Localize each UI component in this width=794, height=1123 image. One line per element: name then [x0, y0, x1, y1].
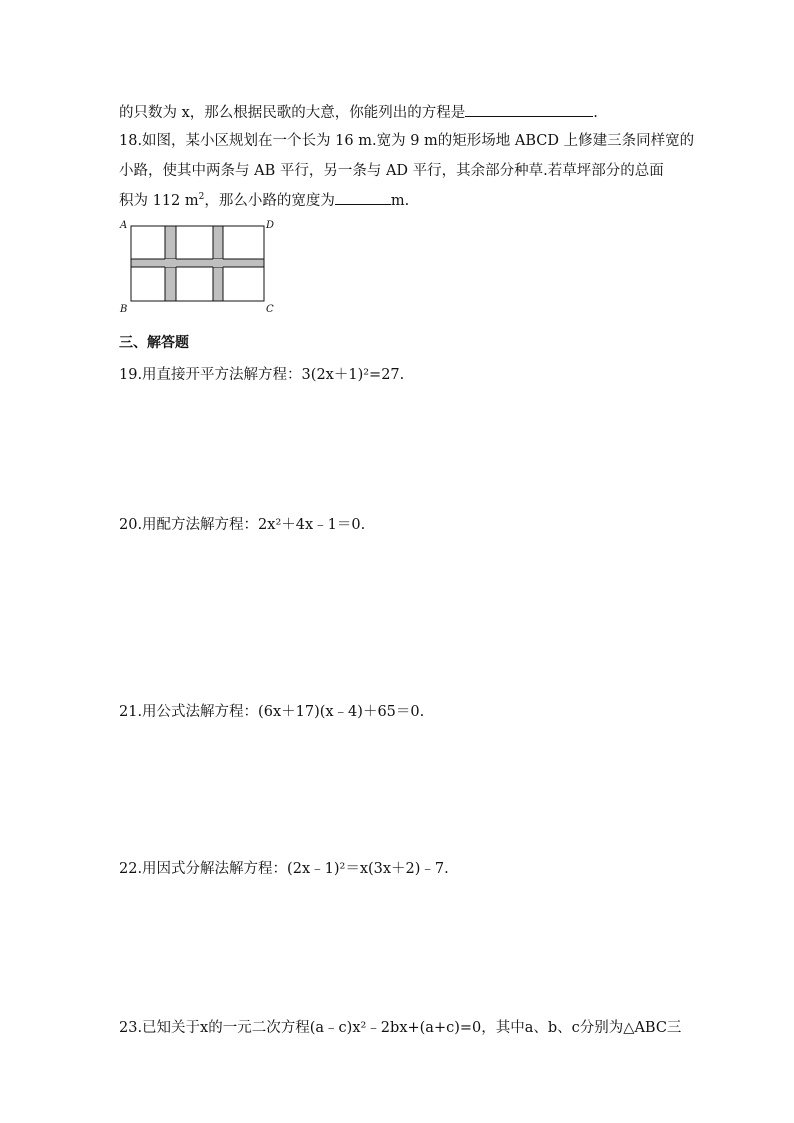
- q18-line-3-end: m.: [390, 193, 410, 209]
- q21: 21.用公式法解方程：(6x＋17)(x﹣4)＋65＝0.: [119, 704, 425, 720]
- label-b: B: [120, 304, 128, 315]
- label-a: A: [120, 220, 128, 231]
- q18-sup: 2: [198, 192, 205, 203]
- q18-line-3-b: ，那么小路的宽度为: [204, 193, 335, 209]
- q18-answer-blank[interactable]: [335, 190, 391, 205]
- q17-end: .: [593, 105, 598, 121]
- q17-continuation: [119, 101, 598, 122]
- q23: 23.已知关于x的一元二次方程(a﹣c)x²﹣2bx+(a+c)=0，其中a、b、c分别为△ABC三: [119, 1020, 682, 1036]
- horizontal-path: [131, 259, 264, 267]
- section-heading: 三、解答题: [119, 335, 189, 351]
- q22: 22.用因式分解法解方程：(2x﹣1)²＝x(3x＋2)﹣7.: [119, 861, 449, 877]
- q17-text: 的只数为 x，那么根据民歌的大意，你能列出的方程是: [119, 105, 466, 121]
- q19: 19.用直接开平方法解方程：3(2x＋1)²=27.: [119, 367, 405, 383]
- q17-answer-blank[interactable]: [465, 102, 593, 117]
- q18-line-1: 18.如图，某小区规划在一个长为 16 m.宽为 9 m的矩形场地 ABCD 上修建三条同样宽的: [119, 133, 695, 149]
- q18-line-3: [119, 189, 409, 210]
- intersection-left: [165, 259, 176, 267]
- label-d: D: [266, 220, 275, 231]
- q18-line-3-a: 积为 112 m: [119, 193, 199, 209]
- rectangle-road-diagram: [118, 218, 278, 318]
- intersection-right: [213, 259, 223, 267]
- q18-line-2: 小路，使其中两条与 AB 平行，另一条与 AD 平行，其余部分种草.若草坪部分的总面: [119, 163, 664, 179]
- q20: 20.用配方法解方程：2x²＋4x﹣1＝0.: [119, 517, 366, 533]
- label-c: C: [266, 304, 274, 315]
